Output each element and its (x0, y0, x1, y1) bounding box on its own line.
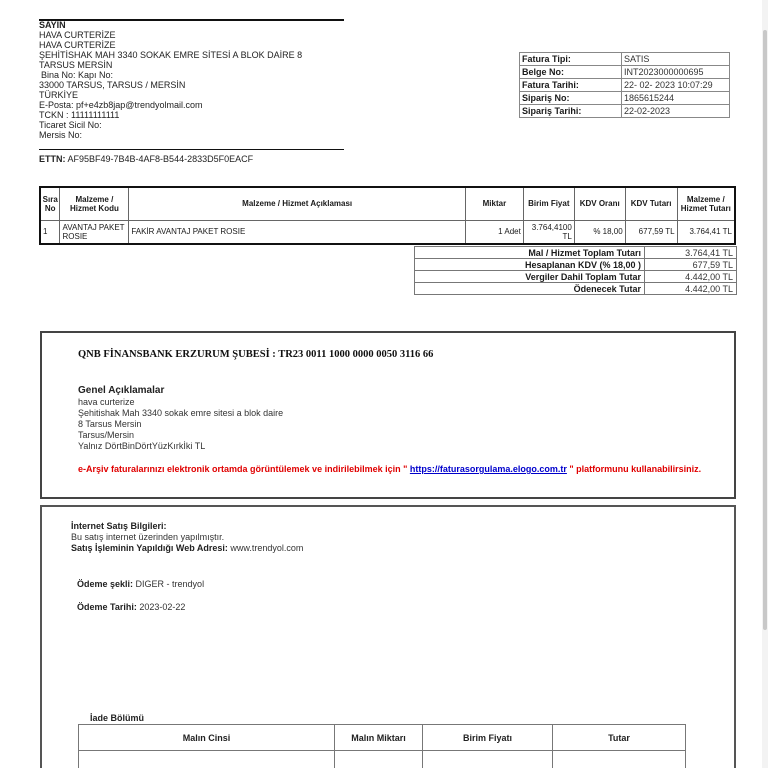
col-sira: Sıra No (40, 187, 60, 220)
general-line: Şehitishak Mah 3340 sokak emre sitesi a blok daire (78, 408, 284, 418)
info-value: 22- 02- 2023 10:07:29 (622, 79, 730, 92)
table-row (40, 220, 735, 244)
totals-row (415, 259, 737, 271)
payment-method (77, 579, 204, 590)
earsiv-text-post: " platformunu kullanabilirsiniz. (566, 464, 702, 474)
buyer-mersis: Mersis No: (39, 130, 83, 140)
cell-kdv-orani: % 18,00 (574, 220, 625, 244)
cell-kdv-tutari: 677,59 TL (625, 220, 677, 244)
iade-col-miktar: Malın Miktarı (335, 725, 423, 751)
invoice-info-table (519, 52, 730, 118)
info-value: 22-02-2023 (622, 105, 730, 118)
col-miktar: Miktar (465, 187, 523, 220)
iade-title: İade Bölümü (90, 713, 145, 723)
iade-col-birim: Birim Fiyatı (423, 725, 553, 751)
iade-cell[interactable] (553, 751, 686, 768)
col-kod: Malzeme / Hizmet Kodu (60, 187, 129, 220)
cell-miktar: 1 Adet (465, 220, 523, 244)
buyer-address: ŞEHİTİSHAK MAH 3340 SOKAK EMRE SİTESİ A BLOK DAİRE 8 (39, 50, 303, 60)
buyer-bottom-rule (39, 149, 344, 150)
buyer-name-2: HAVA CURTERİZE (39, 40, 116, 50)
totals-key: Ödenecek Tutar (415, 283, 645, 295)
sales-web-label: Satış İşleminin Yapıldığı Web Adresi: (71, 543, 228, 553)
cell-sira: 1 (40, 220, 60, 244)
info-key: Fatura Tarihi: (520, 79, 622, 92)
items-header-row (40, 187, 735, 220)
earsiv-text-pre: e-Arşiv faturalarınızı elektronik ortamda görüntülemek ve indirilebilmek için " (78, 464, 410, 474)
buyer-name: HAVA CURTERİZE (39, 30, 116, 40)
buyer-bina: Bina No: Kapı No: (41, 70, 114, 80)
info-row (520, 92, 730, 105)
buyer-country: TÜRKİYE (39, 90, 79, 100)
internet-sales-box (40, 505, 736, 768)
items-table (39, 186, 736, 245)
info-row (520, 105, 730, 118)
cell-kod: AVANTAJ PAKET ROSIE (60, 220, 129, 244)
iade-table (78, 724, 686, 768)
general-line: Yalnız DörtBinDörtYüzKırkİki TL (78, 441, 206, 451)
buyer-greeting: SAYIN (39, 20, 66, 30)
buyer-tckn: TCKN : 11111111111 (39, 110, 120, 120)
buyer-block (39, 20, 344, 140)
buyer-ticaret: Ticaret Sicil No: (39, 120, 102, 130)
info-row (520, 79, 730, 92)
notes-box (40, 331, 736, 499)
totals-value: 3.764,41 TL (645, 247, 737, 259)
totals-value: 4.442,00 TL (645, 283, 737, 295)
sales-web-value: www.trendyol.com (230, 543, 304, 553)
col-birim: Birim Fiyat (523, 187, 574, 220)
info-key: Belge No: (520, 66, 622, 79)
info-value: SATIS (622, 53, 730, 66)
scrollbar-thumb[interactable] (763, 30, 767, 630)
payment-date-label: Ödeme Tarihi: (77, 602, 137, 612)
col-kdv-orani: KDV Oranı (574, 187, 625, 220)
iade-col-cinsi: Malın Cinsi (79, 725, 335, 751)
ettn-value: AF95BF49-7B4B-4AF8-B544-2833D5F0EACF (67, 154, 254, 164)
info-key: Sipariş No: (520, 92, 622, 105)
sales-header (71, 521, 303, 554)
col-tutar: Malzeme / Hizmet Tutarı (677, 187, 735, 220)
cell-tutar: 3.764,41 TL (677, 220, 735, 244)
general-line: Tarsus/Mersin (78, 430, 135, 440)
info-row (520, 66, 730, 79)
cell-aciklama: FAKİR AVANTAJ PAKET ROSIE (129, 220, 466, 244)
payment-date (77, 602, 185, 613)
buyer-city: TARSUS MERSİN (39, 60, 113, 70)
earsiv-link[interactable]: https://faturasorgulama.elogo.com.tr (409, 464, 567, 474)
general-notes-title: Genel Açıklamalar (78, 385, 165, 396)
iade-cell[interactable] (79, 751, 335, 768)
totals-row (415, 247, 737, 259)
cell-birim: 3.764,4100 TL (523, 220, 574, 244)
totals-value: 4.442,00 TL (645, 271, 737, 283)
iade-col-tutar: Tutar (553, 725, 686, 751)
totals-key: Mal / Hizmet Toplam Tutarı (415, 247, 645, 259)
totals-key: Hesaplanan KDV (% 18,00 ) (415, 259, 645, 271)
sales-subtitle: Bu satış internet üzerinden yapılmıştır. (71, 532, 225, 542)
totals-row (415, 271, 737, 283)
ettn-line (39, 154, 253, 164)
totals-row (415, 283, 737, 295)
iade-cell[interactable] (335, 751, 423, 768)
ettn-label: ETTN: (39, 154, 66, 164)
sales-title: İnternet Satış Bilgileri: (71, 521, 167, 531)
payment-value: DIGER - trendyol (135, 579, 205, 589)
totals-key: Vergiler Dahil Toplam Tutar (415, 271, 645, 283)
info-key: Sipariş Tarihi: (520, 105, 622, 118)
buyer-postal: 33000 TARSUS, TARSUS / MERSİN (39, 80, 186, 90)
iade-empty-row (79, 751, 686, 768)
earsiv-notice (78, 464, 718, 475)
general-line: hava curterize (78, 397, 135, 407)
info-value: 1865615244 (622, 92, 730, 105)
totals-table (414, 246, 737, 295)
bank-info: QNB FİNANSBANK ERZURUM ŞUBESİ : TR23 0011 1000 0000 0050 3116 66 (78, 349, 434, 360)
info-value: INT2023000000695 (622, 66, 730, 79)
iade-header-row (79, 725, 686, 751)
payment-label: Ödeme şekli: (77, 579, 134, 589)
iade-cell[interactable] (423, 751, 553, 768)
payment-date-value: 2023-02-22 (139, 602, 186, 612)
general-line: 8 Tarsus Mersin (78, 419, 142, 429)
info-key: Fatura Tipi: (520, 53, 622, 66)
totals-value: 677,59 TL (645, 259, 737, 271)
scrollbar-track[interactable] (762, 0, 768, 768)
col-kdv-tutari: KDV Tutarı (625, 187, 677, 220)
general-notes (78, 385, 283, 452)
buyer-email: E-Posta: pf+e4zb8jap@trendyolmail.com (39, 100, 203, 110)
info-row (520, 53, 730, 66)
col-aciklama: Malzeme / Hizmet Açıklaması (129, 187, 466, 220)
